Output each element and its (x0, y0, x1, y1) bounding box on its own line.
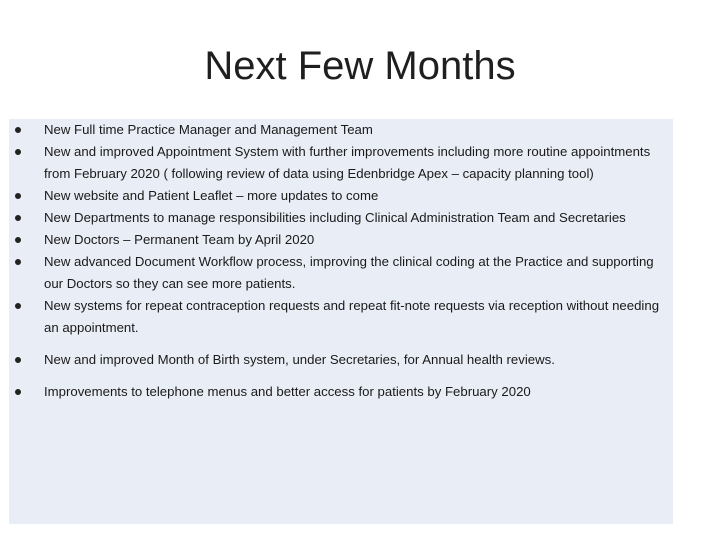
list-item (12, 119, 662, 141)
bullet-text: New systems for repeat contraception requests and repeat fit-note requests via reception without needing an appointment. (44, 298, 660, 335)
bullet-text: New website and Patient Leaflet – more updates to come (44, 188, 379, 203)
bullet-text: New advanced Document Workflow process, improving the clinical coding at the Practice and supporting our Doctors so they can see more patients. (44, 254, 654, 291)
bullet-dot-icon (15, 303, 21, 309)
bullet-dot-icon (15, 357, 21, 363)
bullet-dot-icon (15, 389, 21, 395)
slide-title: Next Few Months (204, 44, 516, 88)
bullet-dot-icon (15, 193, 21, 199)
list-item (12, 349, 662, 371)
list-item (12, 141, 662, 185)
bullet-dot-icon (15, 259, 21, 265)
bullet-dot-icon (15, 215, 21, 221)
list-item (12, 229, 662, 251)
bullet-text: New and improved Appointment System with further improvements including more routine appointments from February 2020 ( following review of data using Edenbridge Apex – capacity planning tool) (44, 144, 651, 181)
list-item (12, 251, 662, 295)
bullet-dot-icon (15, 237, 21, 243)
list-item (12, 381, 662, 403)
bullet-text: New Full time Practice Manager and Management Team (44, 122, 373, 137)
bullet-text: New Departments to manage responsibilities including Clinical Administration Team and Secretaries (44, 210, 626, 225)
bullet-dot-icon (15, 149, 21, 155)
list-item (12, 207, 662, 229)
bullet-dot-icon (15, 127, 21, 133)
bullet-list (12, 119, 662, 403)
bullet-text: New Doctors – Permanent Team by April 2020 (44, 232, 315, 247)
bullet-text: Improvements to telephone menus and better access for patients by February 2020 (44, 384, 531, 399)
list-item (12, 295, 662, 339)
bullet-text: New and improved Month of Birth system, under Secretaries, for Annual health reviews. (44, 352, 555, 367)
list-item (12, 185, 662, 207)
